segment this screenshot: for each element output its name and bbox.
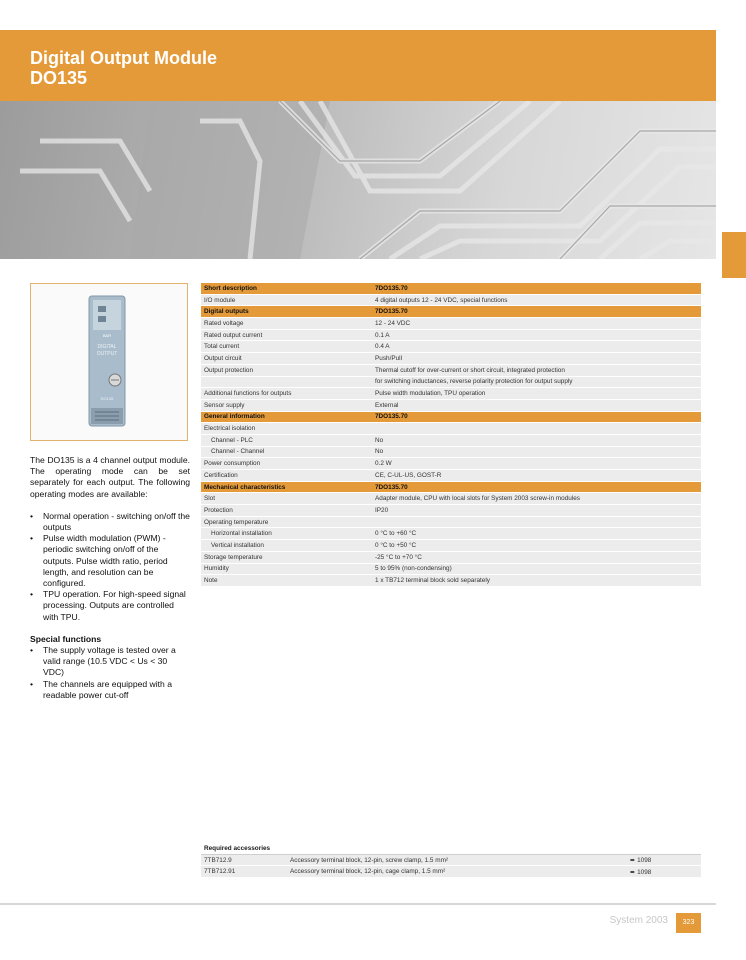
table-row	[201, 458, 701, 470]
spec-label: Certification	[201, 470, 372, 482]
spec-value	[372, 423, 701, 435]
spec-label: General information	[201, 411, 372, 423]
accessory-ref: ➨ 1098	[627, 866, 701, 878]
spec-value: IP20	[372, 505, 701, 517]
spec-label: Digital outputs	[201, 306, 372, 318]
spec-label: Additional functions for outputs	[201, 388, 372, 400]
spec-value: 0 °C to +60 °C	[372, 528, 701, 540]
spec-value: 5 to 95% (non-condensing)	[372, 563, 701, 575]
spec-value: CE, C-UL-US, GOST-R	[372, 470, 701, 482]
table-section-header	[201, 283, 701, 294]
accessory-desc: Accessory terminal block, 12-pin, screw clamp, 1.5 mm²	[287, 854, 627, 866]
spec-table	[201, 283, 701, 587]
accessory-ref: ➨ 1098	[627, 854, 701, 866]
spec-label: Sensor supply	[201, 399, 372, 411]
product-label-line2: OUTPUT	[96, 351, 118, 357]
product-label-line1: DIGITAL	[97, 344, 117, 350]
table-row	[201, 854, 701, 866]
list-item: • Pulse width modulation (PWM) - periodic switching on/off of the outputs. Pulse width ratio, period length, and resolution can be configured.	[30, 533, 168, 589]
footer-divider	[0, 903, 716, 905]
spec-value: 7DO135.70	[372, 481, 701, 493]
spec-value: Push/Pull	[372, 353, 701, 365]
table-row	[201, 329, 701, 341]
table-row	[201, 434, 701, 446]
spec-value: 1 x TB712 terminal block sold separately	[372, 575, 701, 587]
spec-label: Mechanical characteristics	[201, 481, 372, 493]
page-title	[30, 48, 217, 88]
table-section-header	[201, 306, 701, 318]
spec-label: Short description	[201, 283, 372, 294]
spec-label: Rated voltage	[201, 318, 372, 330]
product-image	[30, 283, 188, 441]
spec-label: Channel - Channel	[201, 446, 372, 458]
spec-label: Storage temperature	[201, 551, 372, 563]
spec-label: I/O module	[201, 294, 372, 306]
modes-list	[30, 511, 190, 623]
table-row	[201, 866, 701, 878]
spec-label: Note	[201, 575, 372, 587]
table-row	[201, 376, 701, 388]
accessory-code: 7TB712.91	[201, 866, 287, 878]
table-row	[201, 364, 701, 376]
spec-value: No	[372, 446, 701, 458]
table-row	[201, 470, 701, 482]
hero-circuit-image	[0, 101, 716, 259]
spec-label: Humidity	[201, 563, 372, 575]
intro-text	[30, 455, 190, 701]
table-row	[201, 563, 701, 575]
title-line-2: DO135	[30, 68, 88, 88]
spec-label: Rated output current	[201, 329, 372, 341]
spec-label: Power consumption	[201, 458, 372, 470]
footer-text: System 2003	[609, 915, 668, 926]
spec-label: Operating temperature	[201, 516, 372, 528]
spec-value	[372, 516, 701, 528]
table-row	[201, 575, 701, 587]
table-row	[201, 294, 701, 306]
list-item: • TPU operation. For high-speed signal processing. Outputs are controlled with TPU.	[30, 589, 186, 622]
table-row	[201, 388, 701, 400]
title-line-1: Digital Output Module	[30, 48, 217, 68]
table-row	[201, 528, 701, 540]
accessories-header-row	[201, 843, 701, 854]
spec-value: 7DO135.70	[372, 306, 701, 318]
spec-value: 4 digital outputs 12 - 24 VDC, special functions	[372, 294, 701, 306]
accessory-code: 7TB712.9	[201, 854, 287, 866]
spec-value: 0.4 A	[372, 341, 701, 353]
spec-label: Output protection	[201, 364, 372, 376]
product-label-code: DO135	[100, 396, 114, 401]
page-number: 323	[676, 913, 701, 933]
spec-label: Horizontal installation	[201, 528, 372, 540]
accessories-title: Required accessories	[201, 843, 701, 854]
spec-value: External	[372, 399, 701, 411]
intro-paragraph: The DO135 is a 4 channel output module. The operating mode can be set separately for each output. The following operating modes are available:	[30, 455, 190, 499]
spec-label: Protection	[201, 505, 372, 517]
spec-value: 12 - 24 VDC	[372, 318, 701, 330]
spec-value: 7DO135.70	[372, 283, 701, 294]
spec-value: 0.2 W	[372, 458, 701, 470]
spec-value: Pulse width modulation, TPU operation	[372, 388, 701, 400]
spec-label: Channel - PLC	[201, 434, 372, 446]
spec-value: 0.1 A	[372, 329, 701, 341]
spec-value: 7DO135.70	[372, 411, 701, 423]
spec-value: Thermal cutoff for over-current or short circuit, integrated protection	[372, 364, 701, 376]
table-row	[201, 540, 701, 552]
spec-label: Electrical isolation	[201, 423, 372, 435]
spec-value: Adapter module, CPU with local slots for System 2003 screw-in modules	[372, 493, 701, 505]
spec-value: 0 °C to +50 °C	[372, 540, 701, 552]
special-functions-list	[30, 645, 190, 701]
spec-value: No	[372, 434, 701, 446]
table-row	[201, 446, 701, 458]
spec-label	[201, 376, 372, 388]
table-row	[201, 551, 701, 563]
side-tab	[722, 232, 746, 278]
spec-value: for switching inductances, reverse polarity protection for output supply	[372, 376, 701, 388]
table-row	[201, 341, 701, 353]
table-row	[201, 423, 701, 435]
spec-label: Output circuit	[201, 353, 372, 365]
list-item: • The supply voltage is tested over a valid range (10.5 VDC < Us < 30 VDC)	[30, 645, 176, 678]
product-label-brand: B&R	[102, 333, 112, 338]
table-row	[201, 399, 701, 411]
list-item: • The channels are equipped with a readable power cut-off	[30, 678, 172, 700]
table-row	[201, 353, 701, 365]
table-row	[201, 505, 701, 517]
special-functions-title: Special functions	[30, 633, 102, 644]
list-item: • Normal operation - switching on/off the outputs	[30, 510, 190, 533]
table-row	[201, 493, 701, 505]
spec-label: Slot	[201, 493, 372, 505]
table-section-header	[201, 411, 701, 423]
accessories-table	[201, 843, 701, 878]
table-row	[201, 318, 701, 330]
table-section-header	[201, 481, 701, 493]
table-row	[201, 516, 701, 528]
spec-value: -25 °C to +70 °C	[372, 551, 701, 563]
accessory-desc: Accessory terminal block, 12-pin, cage clamp, 1.5 mm²	[287, 866, 627, 878]
spec-label: Total current	[201, 341, 372, 353]
spec-label: Vertical installation	[201, 540, 372, 552]
